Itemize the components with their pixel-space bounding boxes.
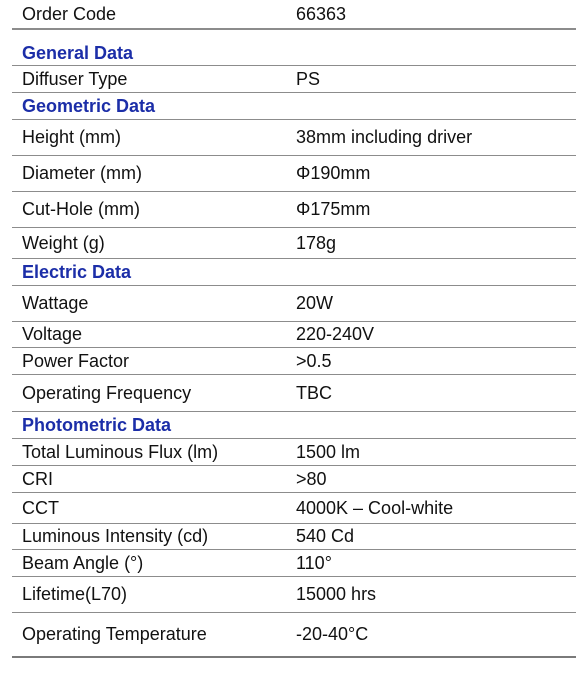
spec-value: >0.5 xyxy=(296,350,332,371)
spec-value: -20-40°C xyxy=(296,624,369,644)
spec-label: Height (mm) xyxy=(22,127,122,147)
spec-row xyxy=(12,466,576,493)
spec-row xyxy=(12,192,576,228)
spec-table xyxy=(12,0,576,658)
spec-value: PS xyxy=(296,68,321,89)
spec-row xyxy=(12,577,576,613)
spec-value: 4000K – Cool-white xyxy=(296,497,454,518)
spec-value: 38mm including driver xyxy=(296,127,473,147)
section-title: Electric Data xyxy=(22,261,132,282)
spec-value: TBC xyxy=(296,382,332,403)
spec-row xyxy=(12,156,576,192)
spec-value: 66363 xyxy=(296,3,347,24)
spec-label: Operating Temperature xyxy=(22,624,207,644)
spec-label: Order Code xyxy=(22,3,117,24)
spec-value: 15000 hrs xyxy=(296,584,377,604)
spec-value: 20W xyxy=(296,293,334,313)
spec-row xyxy=(12,493,576,524)
section-header xyxy=(12,259,576,286)
spec-value: Φ175mm xyxy=(296,199,371,219)
spec-row xyxy=(12,322,576,348)
spec-label: Wattage xyxy=(22,293,89,313)
spec-label: Power Factor xyxy=(22,350,130,371)
spec-row xyxy=(12,120,576,156)
spec-value: Φ190mm xyxy=(296,163,371,183)
spec-label: Luminous Intensity (cd) xyxy=(22,526,209,546)
spec-row xyxy=(12,228,576,259)
spec-row xyxy=(12,66,576,93)
spec-row xyxy=(12,0,576,30)
section-header xyxy=(12,93,576,120)
spec-value: 1500 lm xyxy=(296,441,361,462)
spec-value: 178g xyxy=(296,232,337,253)
spec-row xyxy=(12,550,576,577)
spec-value: 110° xyxy=(296,552,332,573)
spec-row xyxy=(12,613,576,658)
spec-label: Lifetime(L70) xyxy=(22,584,128,604)
spec-label: Total Luminous Flux (lm) xyxy=(22,441,219,462)
spec-label: Diffuser Type xyxy=(22,68,128,89)
spec-row xyxy=(12,375,576,412)
spec-value: >80 xyxy=(296,468,327,489)
section-title: General Data xyxy=(22,42,134,63)
section-title: Geometric Data xyxy=(22,95,156,116)
spec-label: Weight (g) xyxy=(22,232,105,253)
section-header xyxy=(12,30,576,66)
spec-row xyxy=(12,524,576,550)
spec-value: 220-240V xyxy=(296,324,375,344)
section-title: Photometric Data xyxy=(22,414,172,435)
spec-label: Operating Frequency xyxy=(22,382,192,403)
spec-label: Beam Angle (°) xyxy=(22,552,144,573)
spec-row xyxy=(12,286,576,322)
spec-label: Voltage xyxy=(22,324,83,344)
spec-value: 540 Cd xyxy=(296,526,355,546)
spec-label: Cut-Hole (mm) xyxy=(22,199,141,219)
spec-row xyxy=(12,439,576,466)
spec-row xyxy=(12,348,576,375)
spec-label: Diameter (mm) xyxy=(22,163,142,183)
spec-label: CRI xyxy=(22,468,53,489)
spec-label: CCT xyxy=(22,497,59,518)
section-header xyxy=(12,412,576,439)
